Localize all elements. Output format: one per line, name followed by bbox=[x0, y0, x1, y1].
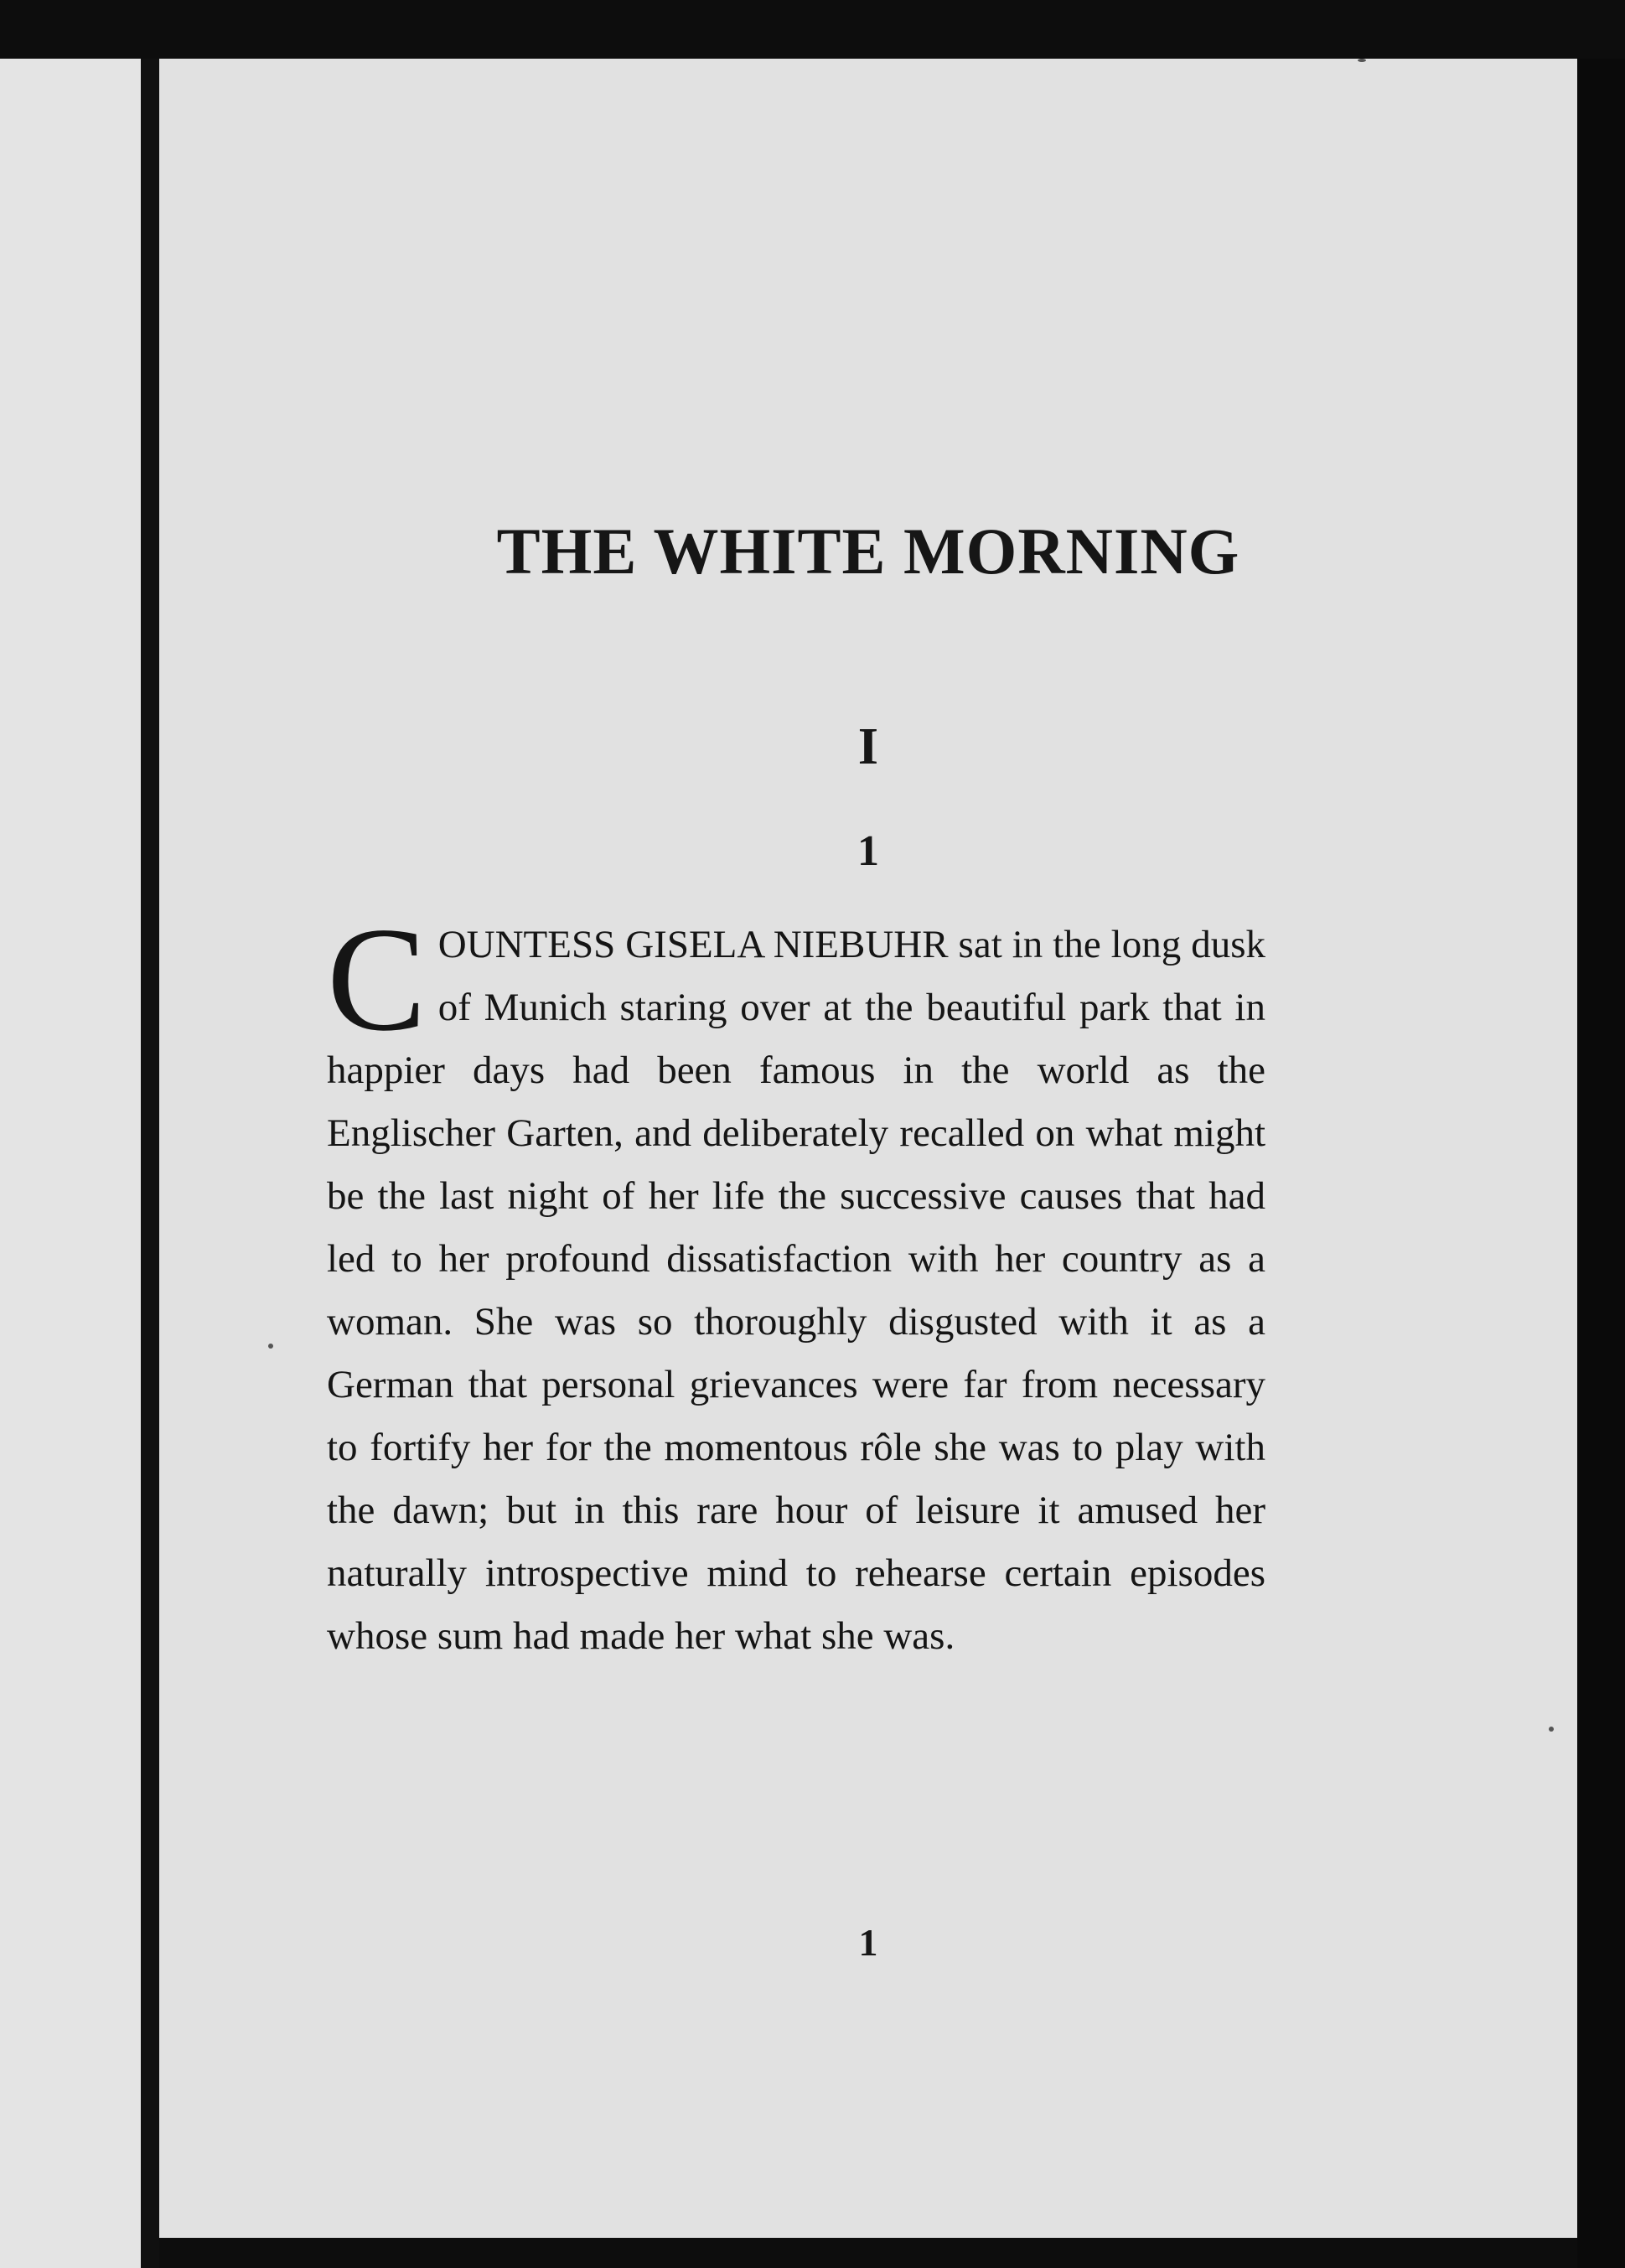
scan-speck bbox=[1549, 1727, 1554, 1732]
page-spine-shadow bbox=[141, 59, 159, 2268]
page-title: THE WHITE MORNING bbox=[496, 515, 1240, 588]
section-number: 1 bbox=[857, 827, 879, 875]
body-paragraph bbox=[327, 896, 1265, 1668]
scan-speck bbox=[1358, 59, 1366, 62]
scan-border-right bbox=[1577, 59, 1625, 2268]
drop-cap: C bbox=[327, 896, 427, 1062]
facing-page-edge bbox=[0, 59, 141, 2268]
book-page bbox=[159, 59, 1577, 2238]
scan-speck bbox=[268, 1344, 273, 1349]
part-number: I bbox=[857, 718, 879, 775]
page-number: 1 bbox=[858, 1921, 878, 1964]
paragraph-text: OUNTESS GISELA NIEBUHR sat in the long dusk of Munich staring over at the beautiful park that in happier days had been famous in the world as the Englischer Garten, and deliberately recalled on what might be the last night of her life the successive causes that had led to her profound dissatisfaction with her country as a woman. She was so thoroughly disgusted with it as a German that personal grievances were far from necessary to fortify her for the momentous rôle she was to play with the dawn; but in this rare hour of leisure it amused her naturally introspective mind to rehearse certain episodes whose sum had made her what she was. bbox=[327, 923, 1265, 1658]
